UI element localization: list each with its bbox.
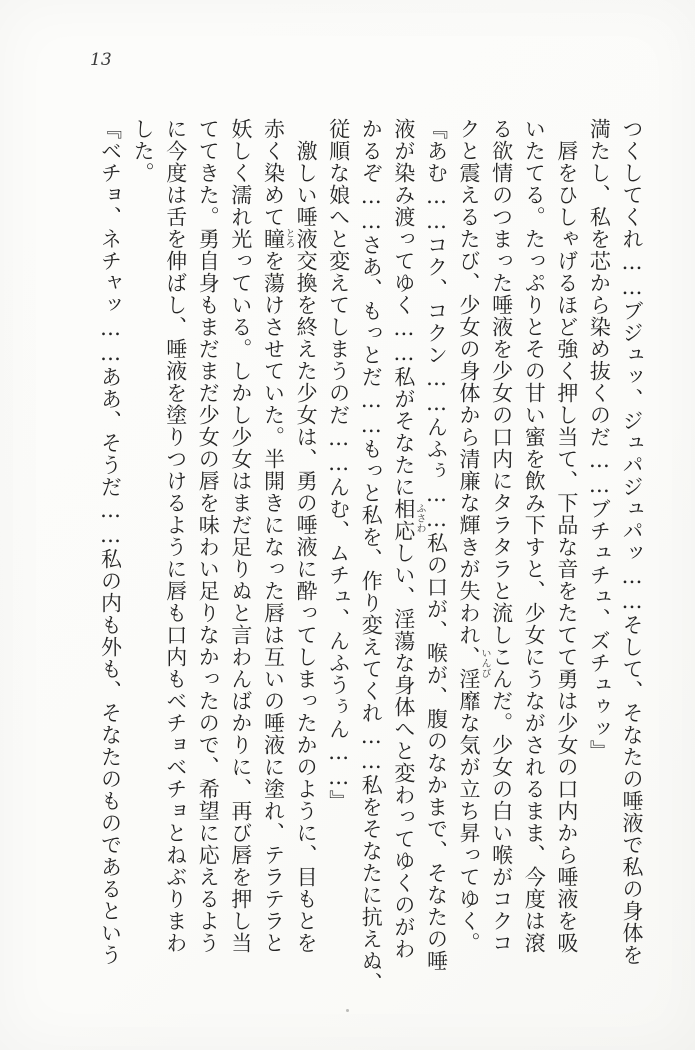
text-column-16: した。 [131, 118, 156, 184]
text-column-9: かるぞ……さあ、もっとだ……もっと私を、作り変えてくれ……私をそなたに抗えぬ、 [359, 118, 384, 994]
text-column-15: に今度は舌を伸ばし、唾液を塗りつけるように唇も口内もベチョベチョとねぶりまわ [163, 118, 188, 954]
text-column-1: つくしてくれ……ブジュッ、ジュパジュパッ……そして、そなたの唾液で私の身体を [620, 118, 644, 966]
text-column-8: 液が染み渡ってゆく……私がそなたに相応しい、淫蕩な身体へと変わってゆくのがわ [391, 118, 416, 960]
text-column-3: 唇をひしゃげるほど強く押し当て、下品な音をたてて勇は少女の口内から唾液を吸 [554, 118, 579, 954]
text-column-5: る欲情のつまった唾液を少女の口内にタラタラと流しこんだ。少女の白い喉がコクコ [489, 118, 514, 954]
text-column-10: 従順な娘へと変えてしまうのだ……んむ、ムチュ、んふうぅん……』 [326, 118, 351, 812]
text-column-7: 『あむ……コク、コクン……んふぅ……私の口が、喉が、腹のなかまで、そなたの唾 [424, 118, 449, 972]
furigana-inbi: いんび [479, 648, 490, 678]
text-column-13: 妖しく濡れ光っている。しかし少女はまだ足りぬと言わんばかりに、再び唇を押し当 [228, 118, 253, 954]
page-fold-mark [346, 1009, 349, 1012]
text-column-2: 満たし、私を芯から染め抜くのだ……ブチュチュ、ズチュゥッ』 [587, 118, 612, 762]
text-column-11: 激しい唾液交換を終えた少女は、勇の唾液に酔ってしまったかのように、目もとを [294, 118, 319, 954]
furigana-fusawa: ふさわ [414, 503, 425, 533]
text-column-4: いたてる。たっぷりとその甘い蜜を飲み下すと、少女にうながされるまま、今度は滾 [522, 118, 547, 954]
furigana-toro: とろ [283, 228, 294, 248]
page-number: 13 [90, 50, 112, 70]
text-column-17: 『ベチョ、ネチャッ……ああ、そうだ……私の内も外も、そなたのものであるという [98, 118, 123, 966]
text-block [94, 118, 648, 994]
text-column-6: クと震えるたび、少女の身体から清廉な輝きが失われ、淫靡な気が立ち昇ってゆく。 [457, 118, 482, 954]
text-column-12: 赤く染めて瞳を蕩けさせていた。半開きになった唇は互いの唾液に塗れ、テラテラと [261, 118, 286, 954]
text-column-14: ててきた。勇自身もまだまだ少女の唇を味わい足りなかったので、希望に応えるよう [196, 118, 221, 954]
